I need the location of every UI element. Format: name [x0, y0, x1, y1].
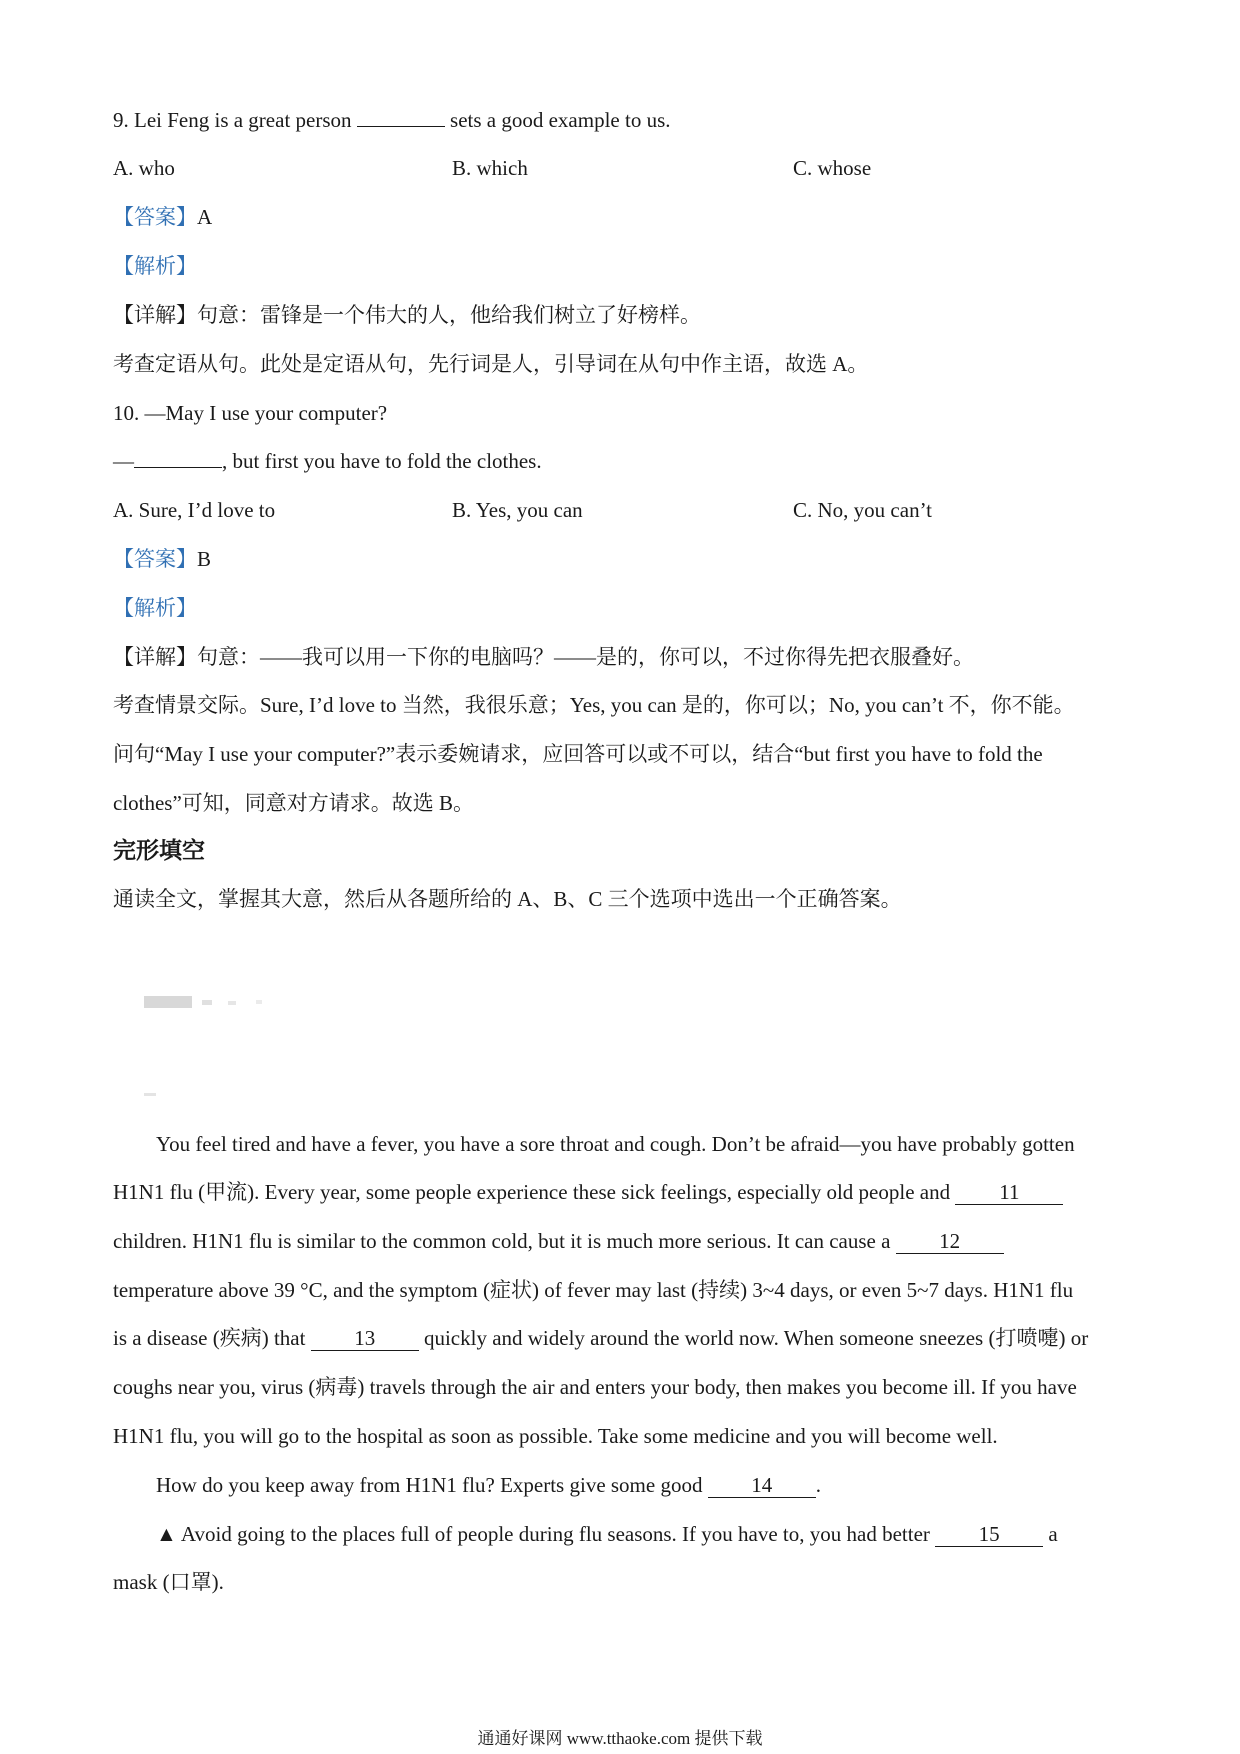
passage-line-2	[113, 1178, 1063, 1206]
q10-option-a: A. Sure, I’d love to	[113, 498, 276, 522]
q10-detail	[113, 643, 974, 671]
blank-13[interactable]: 13	[311, 1326, 419, 1351]
passage-line-10: mask (口罩).	[113, 1570, 224, 1594]
blank-15[interactable]: 15	[935, 1522, 1043, 1547]
q9-analysis-tag	[113, 252, 197, 280]
passage-line-4: temperature above 39 °C, and the symptom (症状) of fever may last (持续) 3~4 days, or even 5~7 days. H1N1 flu	[113, 1278, 1074, 1302]
answer-tag: 【答案】	[113, 205, 197, 229]
section-instruction: 通读全文，掌握其大意，然后从各题所给的 A、B、C 三个选项中选出一个正确答案。	[113, 887, 902, 911]
q9-blank	[357, 126, 445, 127]
q10-explain-line-3: clothes”可知，同意对方请求。故选 B。	[113, 791, 475, 815]
analysis-tag: 【解析】	[113, 254, 197, 278]
q9-option-c: C. whose	[793, 156, 872, 180]
q9-stem	[113, 106, 671, 134]
passage-line-6: coughs near you, virus (病毒) travels through the air and enters your body, then makes you become ill. If you have	[113, 1375, 1077, 1399]
passage-line-1: You feel tired and have a fever, you have a sore throat and cough. Don’t be afraid—you have probably gotten	[156, 1132, 1075, 1156]
q9-stem-text-after: sets a good example to us.	[450, 108, 671, 132]
passage-text: How do you keep away from H1N1 flu? Experts give some good	[156, 1473, 703, 1497]
q10-option-c: C. No, you can’t	[793, 498, 933, 522]
section-title: 完形填空	[113, 838, 205, 864]
blank-11[interactable]: 11	[955, 1180, 1063, 1205]
passage-line-7: H1N1 flu, you will go to the hospital as soon as possible. Take some medicine and you will become well.	[113, 1424, 998, 1448]
q10-analysis-tag	[113, 594, 197, 622]
blank-14[interactable]: 14	[708, 1473, 816, 1498]
q10-explain-line-1: 考查情景交际。Sure, I’d love to 当然，我很乐意；Yes, you can 是的，你可以；No, you can’t 不，你不能。	[113, 693, 1075, 717]
q10-dash: —	[113, 449, 134, 473]
detail-tag: 【详解】	[113, 303, 197, 327]
q10-reply-text: , but first you have to fold the clothes.	[222, 449, 542, 473]
q9-detail-text: 句意：雷锋是一个伟大的人，他给我们树立了好榜样。	[197, 303, 701, 327]
q9-answer-value: A	[197, 205, 213, 229]
q9-detail	[113, 301, 701, 329]
analysis-tag: 【解析】	[113, 596, 197, 620]
passage-text: children. H1N1 flu is similar to the common cold, but it is much more serious. It can cause a	[113, 1229, 891, 1253]
scan-smudge	[140, 990, 290, 1014]
passage-text: quickly and widely around the world now. When someone sneezes (打喷嚏) or	[423, 1326, 1089, 1350]
blank-12[interactable]: 12	[896, 1229, 1004, 1254]
q9-answer	[113, 203, 212, 231]
passage-text: H1N1 flu (甲流). Every year, some people experience these sick feelings, especially old people and	[113, 1180, 951, 1204]
q9-stem-text: 9. Lei Feng is a great person	[113, 108, 352, 132]
q10-answer	[113, 545, 211, 573]
scan-smudge	[140, 1090, 180, 1100]
passage-text: a	[1048, 1522, 1058, 1546]
q9-option-b: B. which	[452, 156, 528, 180]
passage-line-9	[156, 1520, 1058, 1548]
q10-explain-line-2: 问句“May I use your computer?”表示委婉请求，应回答可以或不可以，结合“but first you have to fold the	[113, 742, 1043, 766]
passage-line-3	[113, 1227, 1004, 1255]
passage-line-8	[156, 1471, 821, 1499]
passage-text: .	[815, 1473, 821, 1497]
q10-stem: 10. —May I use your computer?	[113, 401, 388, 425]
passage-line-5	[113, 1324, 1088, 1352]
q10-answer-value: B	[197, 547, 212, 571]
q10-detail-text: 句意：——我可以用一下你的电脑吗？——是的，你可以，不过你得先把衣服叠好。	[197, 645, 974, 669]
page-footer: 通通好课网 www.tthaoke.com 提供下载	[477, 1729, 763, 1748]
passage-text: ▲ Avoid going to the places full of people during flu seasons. If you have to, you had better	[156, 1522, 930, 1546]
detail-tag: 【详解】	[113, 645, 197, 669]
answer-tag: 【答案】	[113, 547, 197, 571]
q10-blank	[134, 467, 222, 468]
q9-option-a: A. who	[113, 156, 175, 180]
q10-reply	[113, 447, 542, 475]
q9-explain: 考查定语从句。此处是定语从句，先行词是人，引导词在从句中作主语，故选 A。	[113, 352, 869, 376]
q10-option-b: B. Yes, you can	[452, 498, 583, 522]
passage-text: is a disease (疾病) that	[113, 1326, 306, 1350]
